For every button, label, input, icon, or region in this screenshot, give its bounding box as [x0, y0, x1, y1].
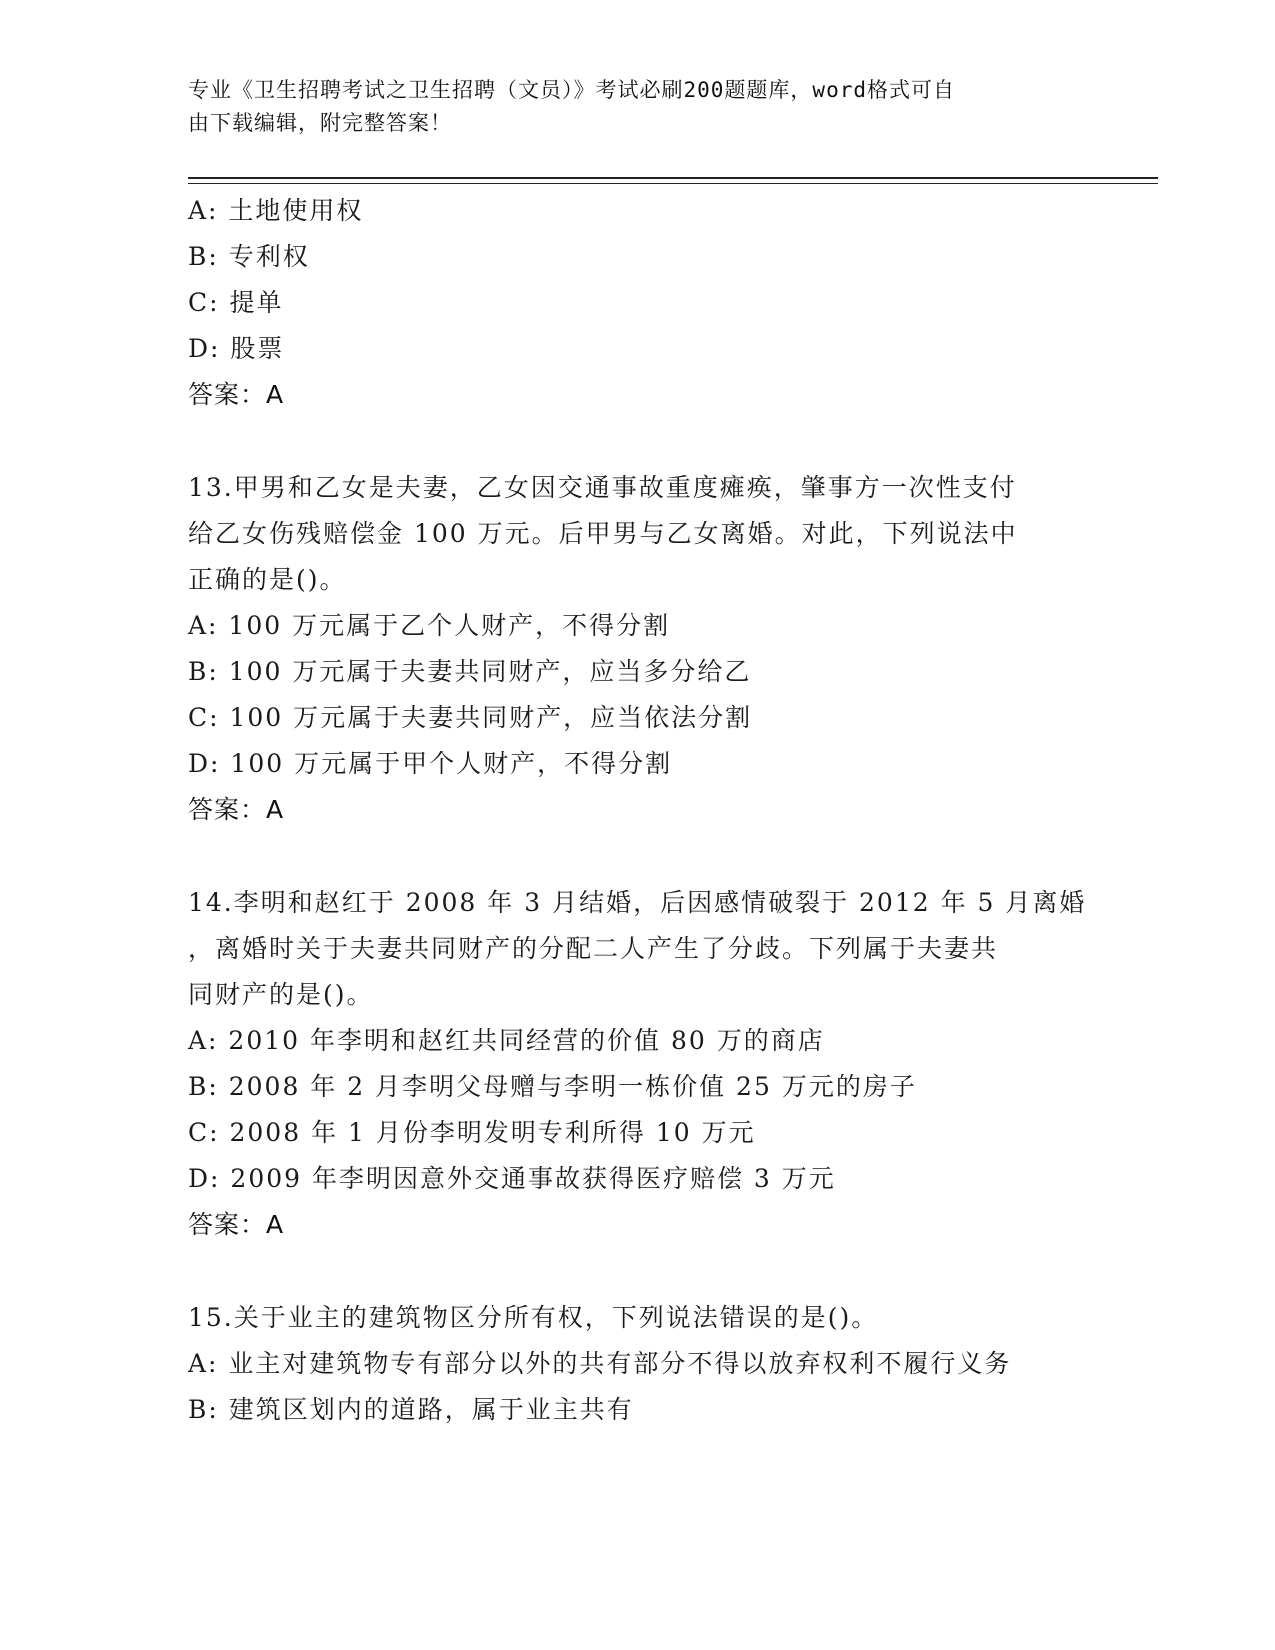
answer-line: 答案：A: [188, 380, 285, 409]
option-c: C: 提单: [188, 288, 284, 317]
option-b: B: 专利权: [188, 242, 310, 271]
question-content: [188, 188, 1088, 1433]
document-header: [188, 74, 1068, 140]
header-text-line-2: 由下载编辑，附完整答案！: [188, 111, 452, 135]
question-stem-line: 15.关于业主的建筑物区分所有权，下列说法错误的是()。: [188, 1303, 879, 1332]
question-12-block: [188, 188, 1088, 418]
option-c: C: 100 万元属于夫妻共同财产，应当依法分割: [188, 703, 753, 732]
option-d: D: 股票: [188, 334, 285, 363]
spacer: [188, 418, 1088, 465]
answer-line: 答案：A: [188, 795, 285, 824]
option-d: D: 2009 年李明因意外交通事故获得医疗赔偿 3 万元: [188, 1164, 836, 1193]
question-13-block: [188, 465, 1088, 833]
spacer: [188, 833, 1088, 880]
option-a: A: 2010 年李明和赵红共同经营的价值 80 万的商店: [188, 1026, 825, 1055]
option-b: B: 建筑区划内的道路，属于业主共有: [188, 1395, 634, 1424]
question-stem-line: 13.甲男和乙女是夫妻，乙女因交通事故重度瘫痪，肇事方一次性支付: [188, 473, 1017, 502]
option-b: B: 100 万元属于夫妻共同财产，应当多分给乙: [188, 657, 752, 686]
option-a: A: 土地使用权: [188, 196, 364, 225]
question-stem-line: 同财产的是()。: [188, 980, 374, 1009]
option-a: A: 100 万元属于乙个人财产，不得分割: [188, 611, 671, 640]
question-15-block: [188, 1295, 1088, 1433]
question-stem-line: ，离婚时关于夫妻共同财产的分配二人产生了分歧。下列属于夫妻共: [188, 934, 999, 963]
header-divider-thick: [188, 177, 1158, 179]
spacer: [188, 1248, 1088, 1295]
option-a: A: 业主对建筑物专有部分以外的共有部分不得以放弃权利不履行义务: [188, 1349, 1012, 1378]
question-stem-line: 给乙女伤残赔偿金 100 万元。后甲男与乙女离婚。对此，下列说法中: [188, 519, 1018, 548]
header-text-line-1: 专业《卫生招聘考试之卫生招聘（文员）》考试必刷200题题库，word格式可自: [188, 78, 955, 102]
option-d: D: 100 万元属于甲个人财产，不得分割: [188, 749, 673, 778]
question-stem-line: 14.李明和赵红于 2008 年 3 月结婚，后因感情破裂于 2012 年 5 月离婚: [188, 888, 1087, 917]
question-14-block: [188, 880, 1088, 1248]
answer-line: 答案：A: [188, 1210, 285, 1239]
question-stem-line: 正确的是()。: [188, 565, 347, 594]
option-b: B: 2008 年 2 月李明父母赠与李明一栋价值 25 万元的房子: [188, 1072, 917, 1101]
option-c: C: 2008 年 1 月份李明发明专利所得 10 万元: [188, 1118, 756, 1147]
header-divider-thin: [188, 183, 1158, 184]
